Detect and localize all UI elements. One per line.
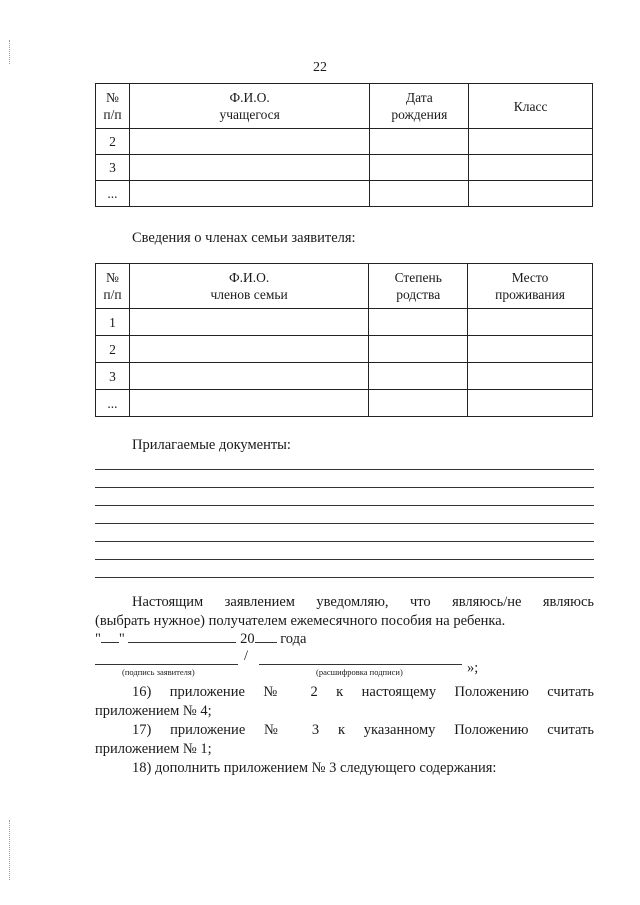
header-text: № [106, 270, 119, 285]
documents-blank-line[interactable] [95, 541, 594, 542]
table-row [96, 390, 593, 417]
family-caption: Сведения о членах семьи заявителя: [132, 230, 356, 246]
header-text: членов семьи [210, 287, 288, 302]
day-field[interactable] [101, 630, 119, 643]
documents-blank-line[interactable] [95, 469, 594, 470]
row-number: 2 [96, 129, 130, 155]
applicant-signature-caption: (подпись заявителя) [122, 667, 195, 677]
cell-relationship[interactable] [369, 363, 468, 390]
documents-blank-line[interactable] [95, 577, 594, 578]
header-grade [469, 84, 593, 129]
documents-blank-line[interactable] [95, 505, 594, 506]
row-number: 3 [96, 155, 130, 181]
table-row [96, 336, 593, 363]
header-full-name [129, 264, 368, 309]
date-close-quote: " [118, 631, 125, 647]
header-number [96, 264, 130, 309]
header-text: п/п [103, 287, 122, 302]
date-line [95, 630, 306, 648]
cell-birth-date[interactable] [370, 181, 469, 207]
amendment-items [95, 683, 594, 778]
header-full-name [129, 84, 369, 129]
cell-residence[interactable] [468, 309, 593, 336]
date-open-quote: " [95, 631, 101, 647]
table-header-row [96, 264, 593, 309]
row-number: 1 [96, 309, 130, 336]
notice-line: Настоящим заявлением уведомляю, что являюсь/не являюсь [132, 594, 594, 610]
cell-residence[interactable] [468, 390, 593, 417]
applicant-signature-line[interactable] [95, 664, 238, 665]
header-text: проживания [495, 287, 565, 302]
header-text: Ф.И.О. [229, 90, 270, 105]
item-17-line: приложением № 1; [95, 741, 212, 757]
documents-blank-line[interactable] [95, 487, 594, 488]
cell-relationship[interactable] [369, 336, 468, 363]
month-field[interactable] [128, 630, 236, 643]
row-number: 2 [96, 336, 130, 363]
table-row [96, 363, 593, 390]
cell-birth-date[interactable] [370, 155, 469, 181]
header-relationship [369, 264, 468, 309]
family-table [95, 263, 593, 417]
notice-paragraph [95, 593, 594, 631]
year-prefix: 20 [240, 631, 255, 647]
binding-mark [9, 820, 11, 880]
header-residence [468, 264, 593, 309]
table-row [96, 181, 593, 207]
header-text: п/п [103, 107, 122, 122]
row-number: ... [96, 390, 130, 417]
cell-relationship[interactable] [369, 390, 468, 417]
documents-blank-line[interactable] [95, 559, 594, 560]
header-text: рождения [391, 107, 448, 122]
documents-blank-line[interactable] [95, 523, 594, 524]
table-row [96, 155, 593, 181]
year-suffix: года [280, 631, 307, 647]
table-header-row [96, 84, 593, 129]
item-16-line: 16) приложение № 2 к настоящему Положению считать [132, 684, 594, 700]
header-text: Дата [405, 90, 433, 105]
closing-quote: »; [467, 660, 479, 676]
header-text: Ф.И.О. [228, 270, 270, 285]
row-number: ... [96, 181, 130, 207]
header-number [96, 84, 130, 129]
cell-full-name[interactable] [129, 363, 368, 390]
cell-relationship[interactable] [369, 309, 468, 336]
signature-slash: / [244, 648, 249, 664]
header-text: учащегося [219, 107, 280, 122]
cell-full-name[interactable] [129, 129, 369, 155]
cell-full-name[interactable] [129, 155, 369, 181]
signature-decoding-caption: (расшифровка подписи) [316, 667, 403, 677]
item-18-line: 18) дополнить приложением № 3 следующего содержания: [132, 760, 497, 776]
cell-full-name[interactable] [129, 336, 368, 363]
documents-caption: Прилагаемые документы: [132, 437, 291, 453]
page-number: 22 [313, 60, 327, 75]
cell-full-name[interactable] [129, 309, 368, 336]
cell-grade[interactable] [469, 129, 593, 155]
cell-grade[interactable] [469, 181, 593, 207]
header-birth-date [370, 84, 469, 129]
cell-full-name[interactable] [129, 181, 369, 207]
cell-residence[interactable] [468, 336, 593, 363]
header-text: № [106, 90, 119, 105]
item-17-line: 17) приложение № 3 к указанному Положению считать [132, 722, 594, 738]
table-row [96, 309, 593, 336]
cell-full-name[interactable] [129, 390, 368, 417]
students-table [95, 83, 593, 207]
cell-birth-date[interactable] [370, 129, 469, 155]
year-field[interactable] [255, 630, 277, 643]
header-text: Место [511, 270, 549, 285]
header-text: Класс [513, 98, 548, 114]
signature-decoding-line[interactable] [259, 664, 462, 665]
cell-residence[interactable] [468, 363, 593, 390]
row-number: 3 [96, 363, 130, 390]
header-text: Степень [394, 270, 442, 285]
notice-line: (выбрать нужное) получателем ежемесячного пособия на ребенка. [95, 613, 506, 629]
table-row [96, 129, 593, 155]
cell-grade[interactable] [469, 155, 593, 181]
item-16-line: приложением № 4; [95, 703, 212, 719]
header-text: родства [396, 287, 441, 302]
